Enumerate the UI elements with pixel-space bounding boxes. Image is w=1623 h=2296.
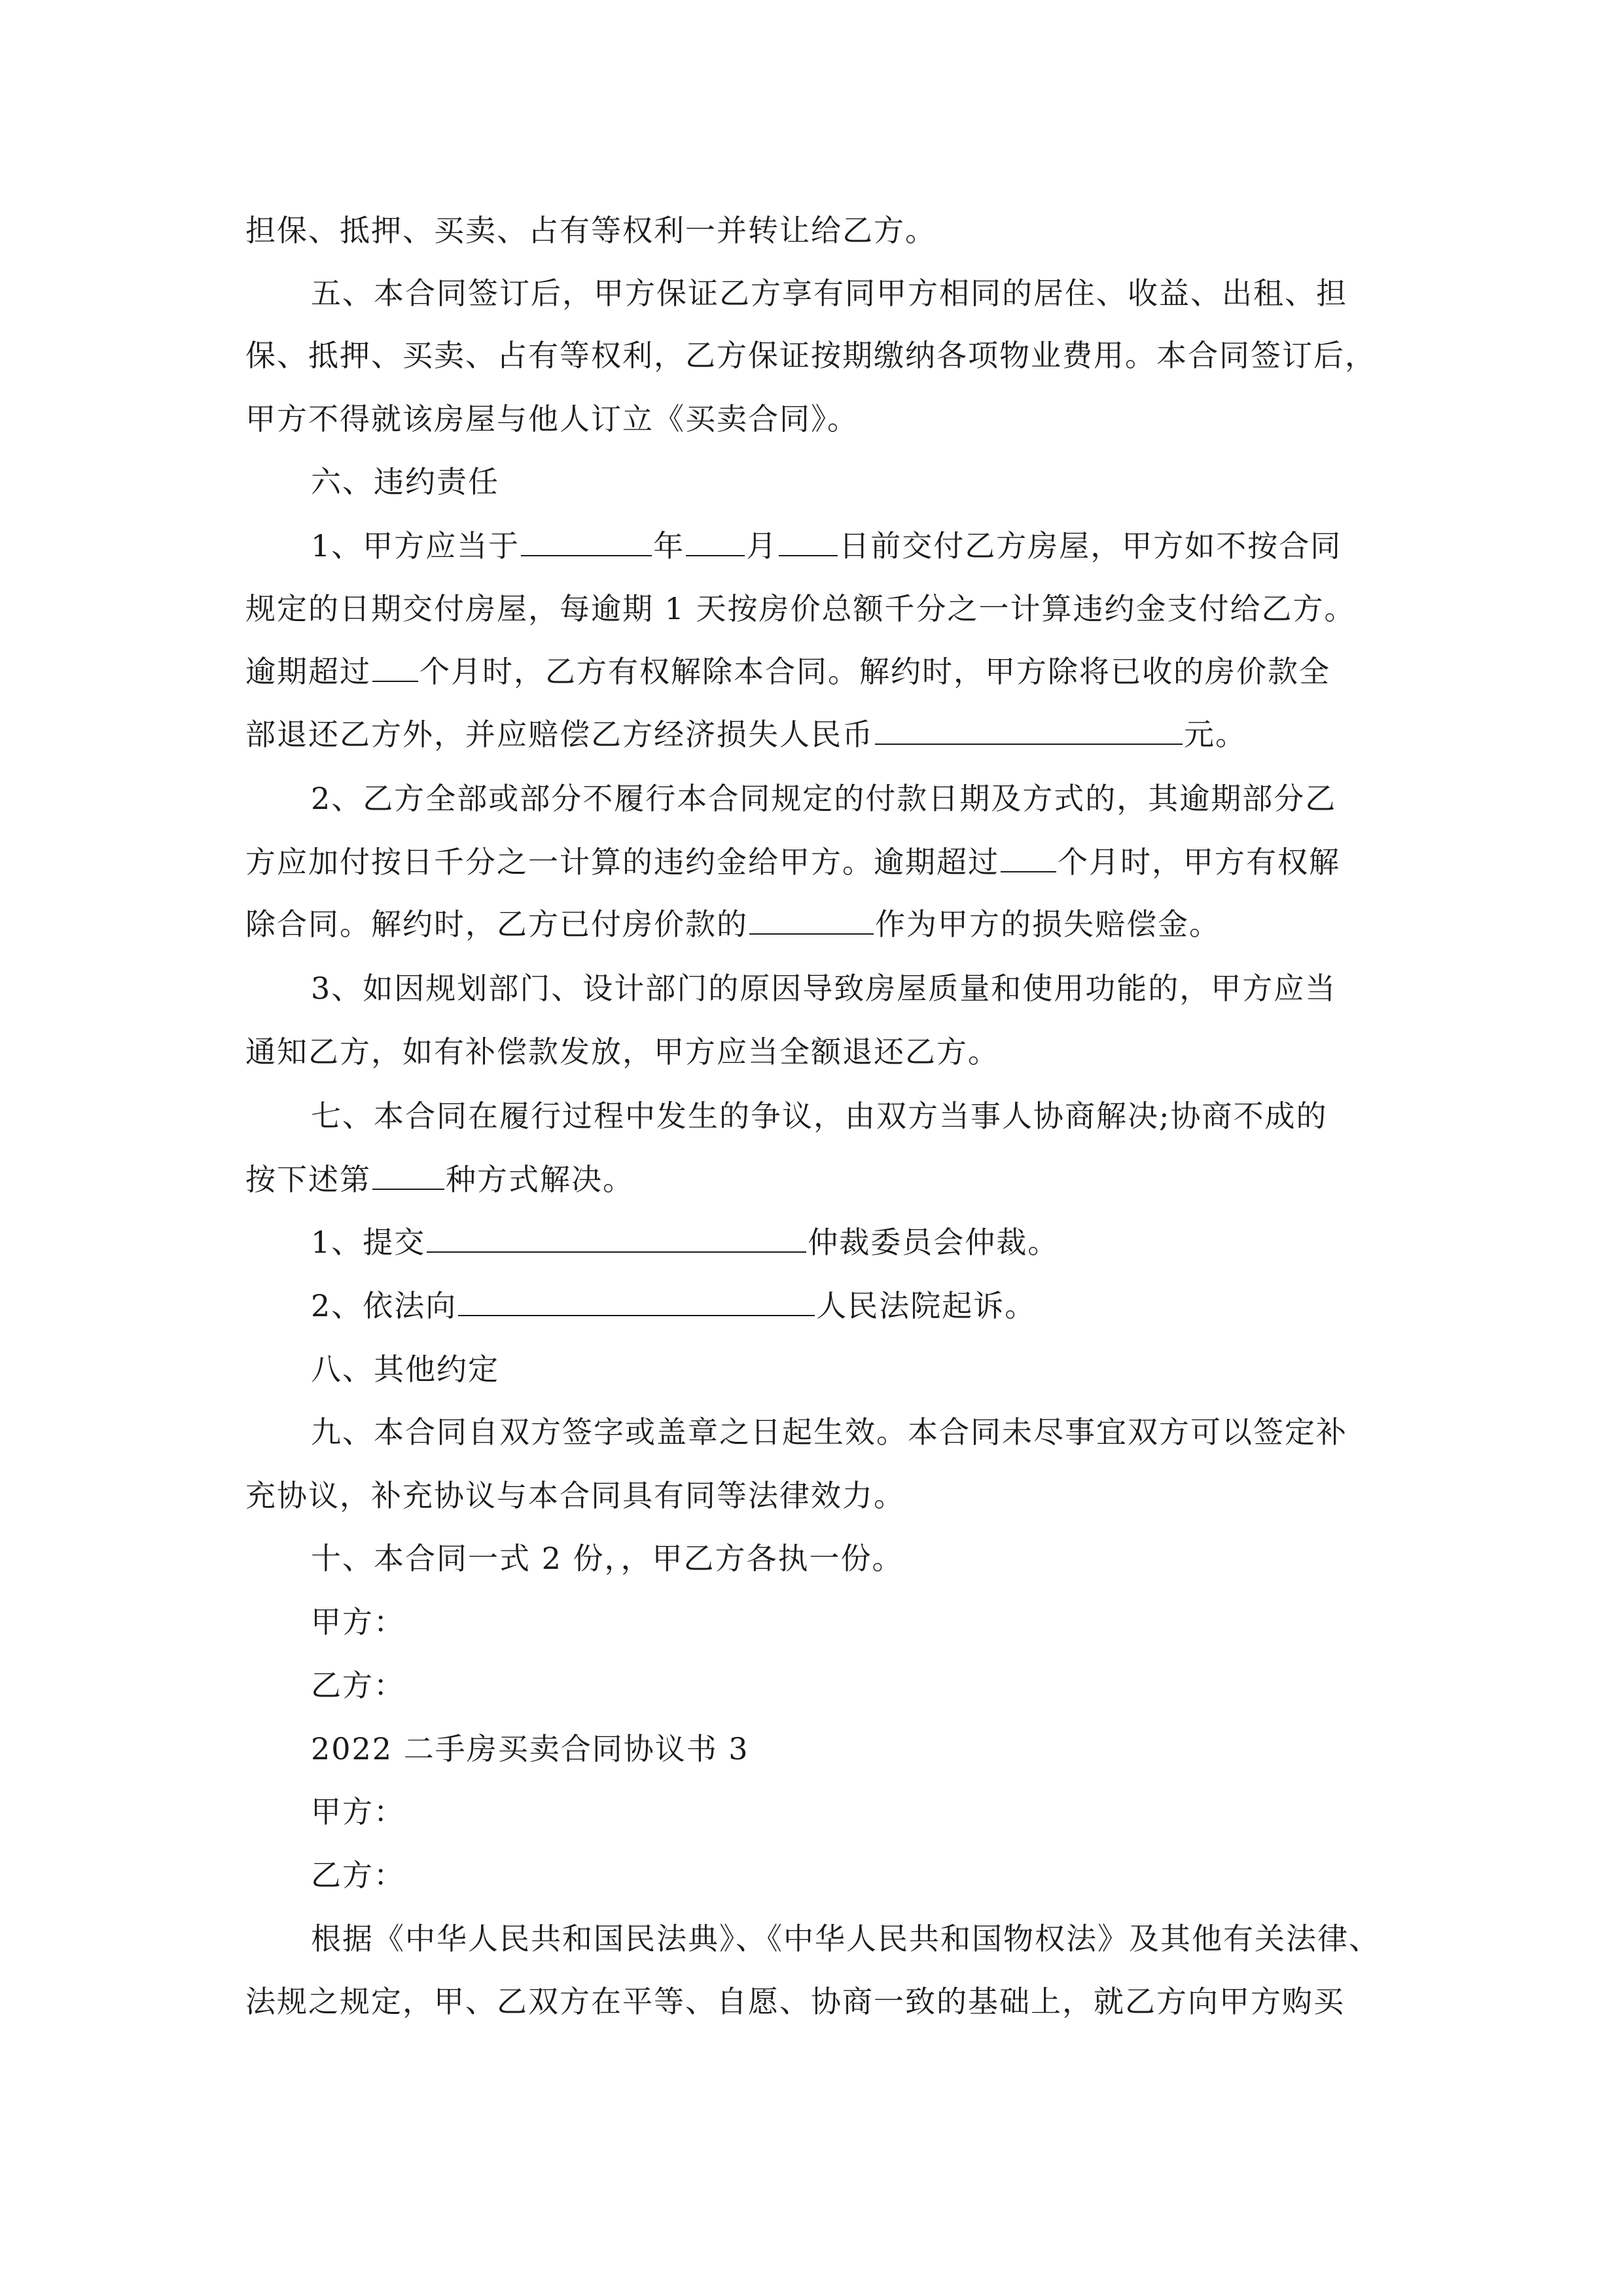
text-segment: 按下述第 [245,1162,371,1197]
text-segment: 元。 [1184,717,1247,752]
text-segment: 1、甲方应当于 [311,528,520,564]
text-segment: 月 [746,528,778,564]
fill-blank [372,655,418,682]
fill-blank [427,1225,806,1253]
text-segment: 1、提交 [311,1225,426,1260]
fill-blank [372,1162,444,1190]
text-segment: 种方式解决。 [446,1162,634,1197]
section-heading-other: 八、其他约定 [311,1352,499,1387]
breach-item-2-line-2 [245,842,1340,882]
clause-seven-line-1: 七、本合同在履行过程中发生的争议，由双方当事人协商解决;协商不成的 [311,1098,1328,1134]
party-b-label: 乙方： [311,1668,405,1703]
clause-nine-line-1: 九、本合同自双方签字或盖章之日起生效。本合同未尽事宜双方可以签定补 [311,1414,1347,1450]
fill-blank [521,529,652,556]
preamble-line-2: 法规之规定，甲、乙双方在平等、自愿、协商一致的基础上，就乙方向甲方购买 [245,1984,1345,2019]
breach-item-2-line-1: 2、乙方全部或部分不履行本合同规定的付款日期及方式的，其逾期部分乙 [311,781,1337,816]
text-segment: 个月时，甲方有权解 [1058,844,1340,880]
breach-item-1-line-2: 规定的日期交付房屋，每逾期 1 天按房价总额千分之一计算违约金支付给乙方。 [245,591,1356,626]
party-a-label: 甲方： [311,1794,405,1829]
dispute-option-arbitration [311,1223,1059,1262]
fill-blank [749,907,874,935]
clause-five-line-2: 保、抵押、买卖、占有等权利，乙方保证按期缴纳各项物业费用。本合同签订后， [245,338,1376,373]
fill-blank [458,1289,815,1316]
breach-item-1-line-4 [245,715,1247,754]
text-segment: 个月时，乙方有权解除本合同。解约时，甲方除将已收的房价款全 [419,654,1330,689]
breach-item-1-line-1 [311,526,1342,565]
text-segment: 仲裁委员会仲裁。 [808,1225,1060,1260]
preamble-line-1: 根据《中华人民共和国民法典》、《中华人民共和国物权法》及其他有关法律、 [311,1921,1380,1956]
text-segment: 作为甲方的损失赔偿金。 [875,906,1221,942]
text-segment: 2、依法向 [311,1288,457,1323]
dispute-option-court [311,1286,1036,1325]
clause-five-line-3: 甲方不得就该房屋与他人订立《买卖合同》。 [245,401,859,437]
text-segment: 年 [653,528,685,564]
paragraph-line: 担保、抵押、买卖、占有等权利一并转让给乙方。 [245,213,936,248]
clause-nine-line-2: 充协议，补充协议与本合同具有同等法律效力。 [245,1478,905,1513]
text-segment: 方应加付按日千分之一计算的违约金给甲方。逾期超过 [245,844,999,880]
text-segment: 部退还乙方外，并应赔偿乙方经济损失人民币 [245,717,874,752]
text-segment: 除合同。解约时，乙方已付房价款的 [245,906,748,942]
party-b-label: 乙方： [311,1857,405,1893]
contract-title: 2022 二手房买卖合同协议书 3 [311,1731,749,1767]
clause-five-line-1: 五、本合同签订后，甲方保证乙方享有同甲方相同的居住、收益、出租、担 [311,276,1347,311]
text-segment: 逾期超过 [245,654,371,689]
section-heading-breach: 六、违约责任 [311,464,499,499]
breach-item-3-line-1: 3、如因规划部门、设计部门的原因导致房屋质量和使用功能的，甲方应当 [311,971,1337,1006]
fill-blank [779,529,838,556]
party-a-label: 甲方： [311,1604,405,1640]
fill-blank [686,529,745,556]
clause-seven-line-2 [245,1160,634,1199]
clause-ten: 十、本合同一式 2 份，，甲乙方各执一份。 [311,1541,904,1576]
fill-blank [875,717,1183,745]
breach-item-1-line-3 [245,652,1330,691]
text-segment: 日前交付乙方房屋，甲方如不按合同 [839,528,1342,564]
breach-item-2-line-3 [245,905,1221,944]
breach-item-3-line-2: 通知乙方，如有补偿款发放，甲方应当全额退还乙方。 [245,1034,999,1069]
text-segment: 人民法院起诉。 [816,1288,1037,1323]
fill-blank [1001,845,1056,872]
